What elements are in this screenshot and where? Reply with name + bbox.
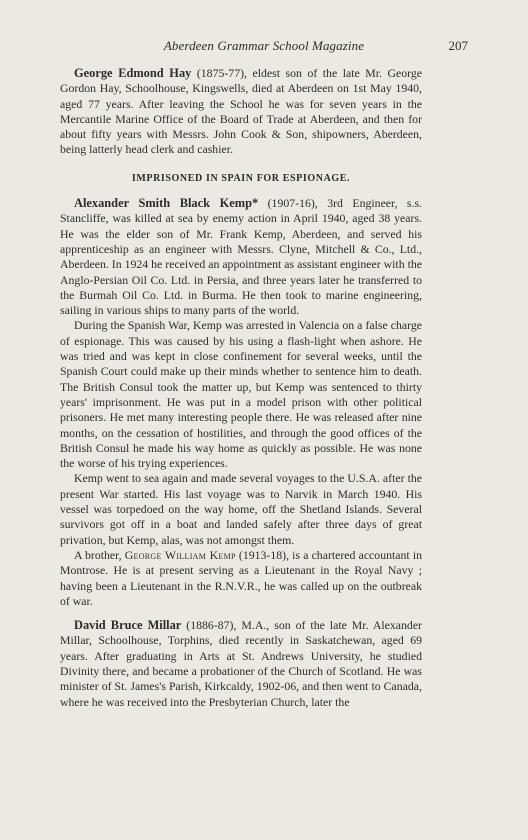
paragraph: During the Spanish War, Kemp was arrested in Valencia on a false charge of espionage. This was caused by his using a flash-light when ashore. He was tried and was kept in close confinement for several weeks, until the Spanish Court could make up their minds whether to sentence him to death. The British Consul took the matter up, but Kemp was sentenced to thirty years' imprisonment. He was put in a model prison with other political prisoners. He met many interesting people there. He was released after nine months, on the cessation of hostilities, and through the good offices of the British Consul he made his way home as quickly as possible. He was none the worse of his trying experiences.: [60, 318, 422, 471]
entry-text: (1875-77), eldest son of the late Mr. George Gordon Hay, Schoolhouse, Kingswells, died at Aberdeen on 1st May 1940, aged 77 years. After leaving the School he was for seven years in the Mercantile Marine Office of the Board of Trade at Aberdeen, and then for about fifty years with Messrs. John Cook & Son, shipowners, Aberdeen, being latterly head clerk and cashier.: [60, 66, 422, 157]
entry-text: (1913-18), is a chartered accountant in Montrose. He is at present serving as a Lieutenant in the Royal Navy ; having been a Lieutenant in the R.N.V.R., he was called up on the outbreak of war.: [60, 547, 422, 608]
person-name: George William Kemp: [124, 547, 236, 562]
running-title: Aberdeen Grammar School Magazine: [163, 38, 365, 53]
person-name: Alexander Smith Black Kemp*: [74, 196, 259, 211]
paragraph-brother: [60, 548, 422, 609]
person-name: David Bruce Millar: [74, 618, 182, 633]
page-header: [60, 38, 468, 56]
entry-text: A brother,: [74, 547, 125, 562]
obituary-entry-millar: [60, 618, 422, 710]
page-number: 207: [448, 38, 468, 53]
entry-text: (1907-16), 3rd Engineer, s.s. Stancliffe, was killed at sea by enemy action in April 1940, aged 38 years. He was the elder son of Mr. Frank Kemp, Aberdeen, and served his apprenticeship as an engineer with Messrs. Clyne, Mitchell & Co., Ltd., Aberdeen. In 1924 he received an appointment as assistant engineer with the Anglo-Persian Oil Co. Ltd. in Persia, and three years later he transferred to the Burmah Oil Co. Ltd. in Burma. He then took to marine engineering, sailing in various ships to many parts of the world.: [60, 196, 422, 318]
obituary-entry-kemp: [60, 196, 422, 318]
paragraph: Kemp went to sea again and made several voyages to the U.S.A. after the present War started. His last voyage was to Narvik in March 1940. His vessel was torpedoed on the way home, off the Shetland Islands. Several survivors got off in a boat and landed safely after three days of great privation, but Kemp, alas, was not amongst them.: [60, 471, 422, 547]
obituary-entry-hay: [60, 66, 422, 158]
section-heading: IMPRISONED IN SPAIN FOR ESPIONAGE.: [131, 172, 351, 184]
obituary-text: [60, 66, 422, 710]
person-name: George Edmond Hay: [74, 66, 192, 80]
entry-text: (1886-87), M.A., son of the late Mr. Alexander Millar, Schoolhouse, Torphins, died recently in Saskatchewan, aged 69 years. After graduating in Arts at St. Andrews University, he studied Divinity there, and became a probationer of the Church of Scotland. He was minister of St. James's Parish, Kirkcaldy, 1902-06, and then went to Canada, where he was received into the Presbyterian Church, later the: [60, 618, 422, 709]
